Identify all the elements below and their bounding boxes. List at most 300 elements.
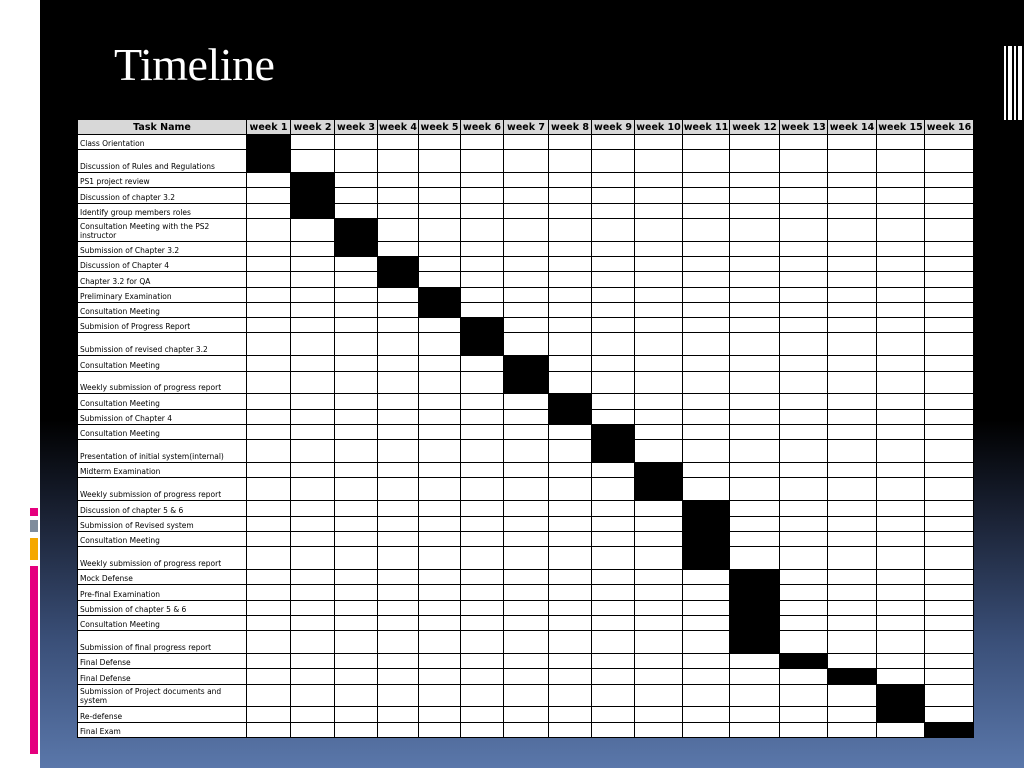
- week-cell: [247, 669, 291, 684]
- week-cell: [335, 356, 378, 371]
- week-cell: [635, 356, 683, 371]
- task-row: [78, 272, 974, 287]
- schedule-block: [335, 218, 378, 241]
- week-cell: [925, 570, 974, 585]
- week-cell: [419, 707, 461, 722]
- task-row: [78, 722, 974, 737]
- week-cell: [419, 203, 461, 218]
- week-cell: [828, 547, 877, 570]
- week-cell: [291, 302, 335, 317]
- week-cell: [504, 241, 549, 256]
- week-cell: [291, 570, 335, 585]
- task-name: Chapter 3.2 for QA: [78, 272, 247, 287]
- week-cell: [461, 516, 504, 531]
- week-cell: [378, 333, 419, 356]
- accent-bar-pink: [30, 566, 38, 754]
- schedule-block: [291, 203, 335, 218]
- week-cell: [247, 394, 291, 409]
- week-cell: [780, 135, 828, 150]
- week-cell: [504, 257, 549, 272]
- week-cell: [378, 570, 419, 585]
- week-cell: [378, 241, 419, 256]
- week-cell: [419, 150, 461, 173]
- week-cell: [291, 722, 335, 737]
- schedule-block: [828, 669, 877, 684]
- week-cell: [635, 218, 683, 241]
- week-cell: [335, 547, 378, 570]
- week-cell: [419, 585, 461, 600]
- week-cell: [925, 333, 974, 356]
- week-cell: [504, 135, 549, 150]
- task-row: [78, 302, 974, 317]
- week-cell: [504, 440, 549, 463]
- week-cell: [780, 356, 828, 371]
- week-cell: [247, 615, 291, 630]
- week-cell: [780, 302, 828, 317]
- task-name: Discussion of chapter 3.2: [78, 188, 247, 203]
- schedule-block: [635, 478, 683, 501]
- week-cell: [730, 371, 780, 394]
- week-cell: [549, 531, 592, 546]
- week-cell: [877, 371, 925, 394]
- week-cell: [378, 409, 419, 424]
- week-cell: [378, 394, 419, 409]
- week-cell: [291, 272, 335, 287]
- week-cell: [335, 600, 378, 615]
- week-cell: [461, 722, 504, 737]
- task-name: Consultation Meeting: [78, 615, 247, 630]
- week-cell: [419, 722, 461, 737]
- week-cell: [504, 272, 549, 287]
- week-cell: [378, 547, 419, 570]
- task-name: Pre-final Examination: [78, 585, 247, 600]
- week-cell: [828, 188, 877, 203]
- schedule-block: [592, 425, 635, 440]
- week-cell: [419, 653, 461, 668]
- week-header: week 6: [461, 120, 504, 135]
- week-cell: [247, 173, 291, 188]
- week-cell: [683, 218, 730, 241]
- week-cell: [635, 150, 683, 173]
- week-cell: [335, 615, 378, 630]
- week-cell: [291, 547, 335, 570]
- week-cell: [504, 287, 549, 302]
- week-cell: [504, 173, 549, 188]
- week-cell: [925, 631, 974, 654]
- week-cell: [378, 135, 419, 150]
- week-cell: [683, 287, 730, 302]
- week-cell: [419, 440, 461, 463]
- week-cell: [683, 318, 730, 333]
- week-cell: [828, 631, 877, 654]
- week-cell: [780, 631, 828, 654]
- week-cell: [635, 722, 683, 737]
- week-cell: [730, 707, 780, 722]
- week-cell: [378, 371, 419, 394]
- accent-bar-yellow: [30, 538, 38, 560]
- week-cell: [730, 547, 780, 570]
- week-cell: [877, 547, 925, 570]
- week-cell: [730, 135, 780, 150]
- week-cell: [635, 409, 683, 424]
- week-cell: [504, 707, 549, 722]
- week-cell: [335, 684, 378, 707]
- week-cell: [877, 318, 925, 333]
- task-name: Consultation Meeting with the PS2 instructor: [78, 218, 247, 241]
- schedule-block: [730, 585, 780, 600]
- week-cell: [828, 272, 877, 287]
- task-name: Final Exam: [78, 722, 247, 737]
- week-header: week 1: [247, 120, 291, 135]
- week-header: week 13: [781, 121, 826, 133]
- week-cell: [780, 684, 828, 707]
- week-cell: [592, 409, 635, 424]
- week-cell: [335, 135, 378, 150]
- task-name: PS1 project review: [78, 173, 247, 188]
- task-name: Discussion of Chapter 4: [78, 257, 247, 272]
- week-cell: [419, 272, 461, 287]
- week-cell: [291, 150, 335, 173]
- week-cell: [378, 425, 419, 440]
- week-cell: [877, 150, 925, 173]
- week-cell: [247, 425, 291, 440]
- week-cell: [247, 501, 291, 516]
- week-cell: [877, 394, 925, 409]
- week-cell: [378, 600, 419, 615]
- week-cell: [730, 188, 780, 203]
- week-cell: [877, 615, 925, 630]
- week-cell: [461, 425, 504, 440]
- week-cell: [378, 615, 419, 630]
- week-cell: [635, 173, 683, 188]
- task-row: [78, 516, 974, 531]
- week-cell: [419, 631, 461, 654]
- task-name: Presentation of initial system(internal): [78, 440, 247, 463]
- week-cell: [877, 570, 925, 585]
- week-cell: [780, 570, 828, 585]
- week-cell: [730, 257, 780, 272]
- week-cell: [730, 287, 780, 302]
- week-cell: [683, 394, 730, 409]
- week-cell: [828, 333, 877, 356]
- week-cell: [291, 356, 335, 371]
- task-name: Mock Defense: [78, 570, 247, 585]
- week-cell: [780, 478, 828, 501]
- week-cell: [730, 684, 780, 707]
- week-cell: [683, 409, 730, 424]
- week-cell: [291, 440, 335, 463]
- week-cell: [877, 531, 925, 546]
- week-cell: [592, 371, 635, 394]
- week-cell: [592, 547, 635, 570]
- task-row: [78, 425, 974, 440]
- week-cell: [683, 478, 730, 501]
- week-cell: [925, 409, 974, 424]
- week-cell: [461, 188, 504, 203]
- task-row: [78, 463, 974, 478]
- week-cell: [828, 318, 877, 333]
- schedule-block: [592, 440, 635, 463]
- week-cell: [549, 425, 592, 440]
- week-cell: [335, 516, 378, 531]
- timeline-sheet: [77, 119, 971, 738]
- week-header: week 4: [379, 121, 417, 133]
- week-cell: [461, 371, 504, 394]
- week-cell: [635, 516, 683, 531]
- week-cell: [828, 516, 877, 531]
- week-cell: [828, 501, 877, 516]
- week-cell: [378, 287, 419, 302]
- week-cell: [877, 333, 925, 356]
- week-cell: [925, 516, 974, 531]
- week-cell: [877, 287, 925, 302]
- week-cell: [592, 600, 635, 615]
- week-cell: [291, 333, 335, 356]
- week-header: week 8: [549, 120, 592, 135]
- schedule-block: [378, 257, 419, 272]
- week-cell: [335, 585, 378, 600]
- week-cell: [730, 356, 780, 371]
- week-cell: [925, 150, 974, 173]
- week-cell: [635, 371, 683, 394]
- week-cell: [925, 707, 974, 722]
- week-cell: [461, 257, 504, 272]
- week-cell: [925, 463, 974, 478]
- schedule-block: [877, 707, 925, 722]
- week-cell: [592, 707, 635, 722]
- week-cell: [683, 173, 730, 188]
- week-cell: [683, 425, 730, 440]
- week-cell: [461, 669, 504, 684]
- schedule-block: [247, 150, 291, 173]
- week-cell: [828, 722, 877, 737]
- week-cell: [247, 188, 291, 203]
- week-cell: [549, 684, 592, 707]
- week-cell: [461, 547, 504, 570]
- week-cell: [592, 257, 635, 272]
- week-cell: [504, 218, 549, 241]
- week-cell: [592, 478, 635, 501]
- week-cell: [247, 600, 291, 615]
- week-cell: [730, 722, 780, 737]
- task-row: [78, 684, 974, 707]
- week-cell: [419, 173, 461, 188]
- week-cell: [780, 333, 828, 356]
- week-cell: [730, 669, 780, 684]
- week-cell: [828, 135, 877, 150]
- week-cell: [780, 188, 828, 203]
- week-cell: [730, 516, 780, 531]
- week-cell: [780, 318, 828, 333]
- week-cell: [925, 318, 974, 333]
- week-cell: [504, 570, 549, 585]
- schedule-block: [730, 615, 780, 630]
- week-cell: [247, 585, 291, 600]
- week-cell: [504, 600, 549, 615]
- week-cell: [461, 135, 504, 150]
- week-cell: [247, 707, 291, 722]
- week-header: week 2: [291, 120, 335, 135]
- week-cell: [335, 669, 378, 684]
- week-cell: [635, 547, 683, 570]
- week-cell: [461, 272, 504, 287]
- task-name: Submission of chapter 5 & 6: [78, 600, 247, 615]
- week-cell: [291, 631, 335, 654]
- week-cell: [549, 463, 592, 478]
- week-cell: [461, 684, 504, 707]
- week-cell: [780, 722, 828, 737]
- week-cell: [549, 241, 592, 256]
- schedule-block: [635, 463, 683, 478]
- schedule-block: [549, 394, 592, 409]
- task-row: [78, 188, 974, 203]
- task-name: Submission of Revised system: [78, 516, 247, 531]
- task-name: Class Orientation: [78, 135, 247, 150]
- week-cell: [828, 615, 877, 630]
- task-row: [78, 669, 974, 684]
- task-row: [78, 287, 974, 302]
- week-cell: [291, 478, 335, 501]
- week-cell: [592, 722, 635, 737]
- week-cell: [828, 585, 877, 600]
- week-cell: [247, 631, 291, 654]
- week-cell: [504, 684, 549, 707]
- schedule-block: [683, 516, 730, 531]
- week-cell: [780, 241, 828, 256]
- week-cell: [549, 257, 592, 272]
- week-cell: [247, 570, 291, 585]
- week-cell: [592, 653, 635, 668]
- task-row: [78, 257, 974, 272]
- week-cell: [635, 302, 683, 317]
- week-cell: [291, 531, 335, 546]
- task-name: Submission of final progress report: [78, 631, 247, 654]
- task-name: Final Defense: [78, 653, 247, 668]
- task-row: [78, 135, 974, 150]
- week-cell: [378, 218, 419, 241]
- week-cell: [419, 318, 461, 333]
- week-cell: [504, 547, 549, 570]
- week-cell: [877, 440, 925, 463]
- week-cell: [291, 463, 335, 478]
- week-cell: [683, 302, 730, 317]
- week-cell: [828, 287, 877, 302]
- week-cell: [828, 241, 877, 256]
- week-cell: [461, 653, 504, 668]
- task-name: Weekly submission of progress report: [78, 371, 247, 394]
- week-cell: [828, 478, 877, 501]
- task-row: [78, 631, 974, 654]
- week-cell: [683, 707, 730, 722]
- schedule-block: [378, 272, 419, 287]
- week-cell: [335, 440, 378, 463]
- week-cell: [925, 135, 974, 150]
- week-cell: [925, 531, 974, 546]
- week-cell: [247, 302, 291, 317]
- week-cell: [635, 707, 683, 722]
- week-cell: [592, 631, 635, 654]
- week-cell: [730, 302, 780, 317]
- week-cell: [419, 615, 461, 630]
- week-cell: [877, 302, 925, 317]
- schedule-block: [247, 135, 291, 150]
- week-cell: [635, 188, 683, 203]
- week-cell: [247, 684, 291, 707]
- week-cell: [419, 241, 461, 256]
- week-cell: [730, 203, 780, 218]
- week-cell: [335, 478, 378, 501]
- week-cell: [730, 425, 780, 440]
- week-cell: [828, 409, 877, 424]
- task-name-header: Task Name: [78, 120, 247, 135]
- week-cell: [780, 547, 828, 570]
- week-cell: [592, 272, 635, 287]
- week-cell: [925, 272, 974, 287]
- week-cell: [549, 585, 592, 600]
- week-cell: [335, 318, 378, 333]
- week-cell: [592, 463, 635, 478]
- week-cell: [828, 440, 877, 463]
- task-name: Consultation Meeting: [78, 425, 247, 440]
- task-name: Consultation Meeting: [78, 356, 247, 371]
- week-cell: [780, 516, 828, 531]
- week-cell: [335, 531, 378, 546]
- week-cell: [504, 615, 549, 630]
- week-cell: [335, 463, 378, 478]
- week-cell: [419, 333, 461, 356]
- week-cell: [730, 501, 780, 516]
- week-cell: [780, 173, 828, 188]
- week-cell: [925, 287, 974, 302]
- week-cell: [247, 440, 291, 463]
- week-cell: [291, 241, 335, 256]
- week-header: week 16: [925, 120, 974, 135]
- week-cell: [291, 425, 335, 440]
- week-cell: [635, 241, 683, 256]
- week-cell: [247, 409, 291, 424]
- week-cell: [291, 615, 335, 630]
- week-cell: [378, 531, 419, 546]
- week-cell: [780, 585, 828, 600]
- week-cell: [683, 440, 730, 463]
- week-cell: [335, 188, 378, 203]
- week-cell: [683, 203, 730, 218]
- week-cell: [504, 425, 549, 440]
- week-cell: [828, 150, 877, 173]
- week-cell: [730, 150, 780, 173]
- week-cell: [780, 707, 828, 722]
- week-cell: [549, 135, 592, 150]
- task-row: [78, 203, 974, 218]
- week-cell: [635, 501, 683, 516]
- week-cell: [592, 356, 635, 371]
- schedule-block: [549, 409, 592, 424]
- week-cell: [780, 257, 828, 272]
- week-cell: [877, 478, 925, 501]
- week-cell: [504, 531, 549, 546]
- week-cell: [730, 531, 780, 546]
- week-cell: [683, 241, 730, 256]
- week-cell: [730, 463, 780, 478]
- week-cell: [549, 600, 592, 615]
- week-cell: [877, 516, 925, 531]
- week-cell: [780, 394, 828, 409]
- task-name: Consultation Meeting: [78, 302, 247, 317]
- week-cell: [828, 257, 877, 272]
- week-cell: [419, 257, 461, 272]
- week-cell: [419, 218, 461, 241]
- week-cell: [592, 203, 635, 218]
